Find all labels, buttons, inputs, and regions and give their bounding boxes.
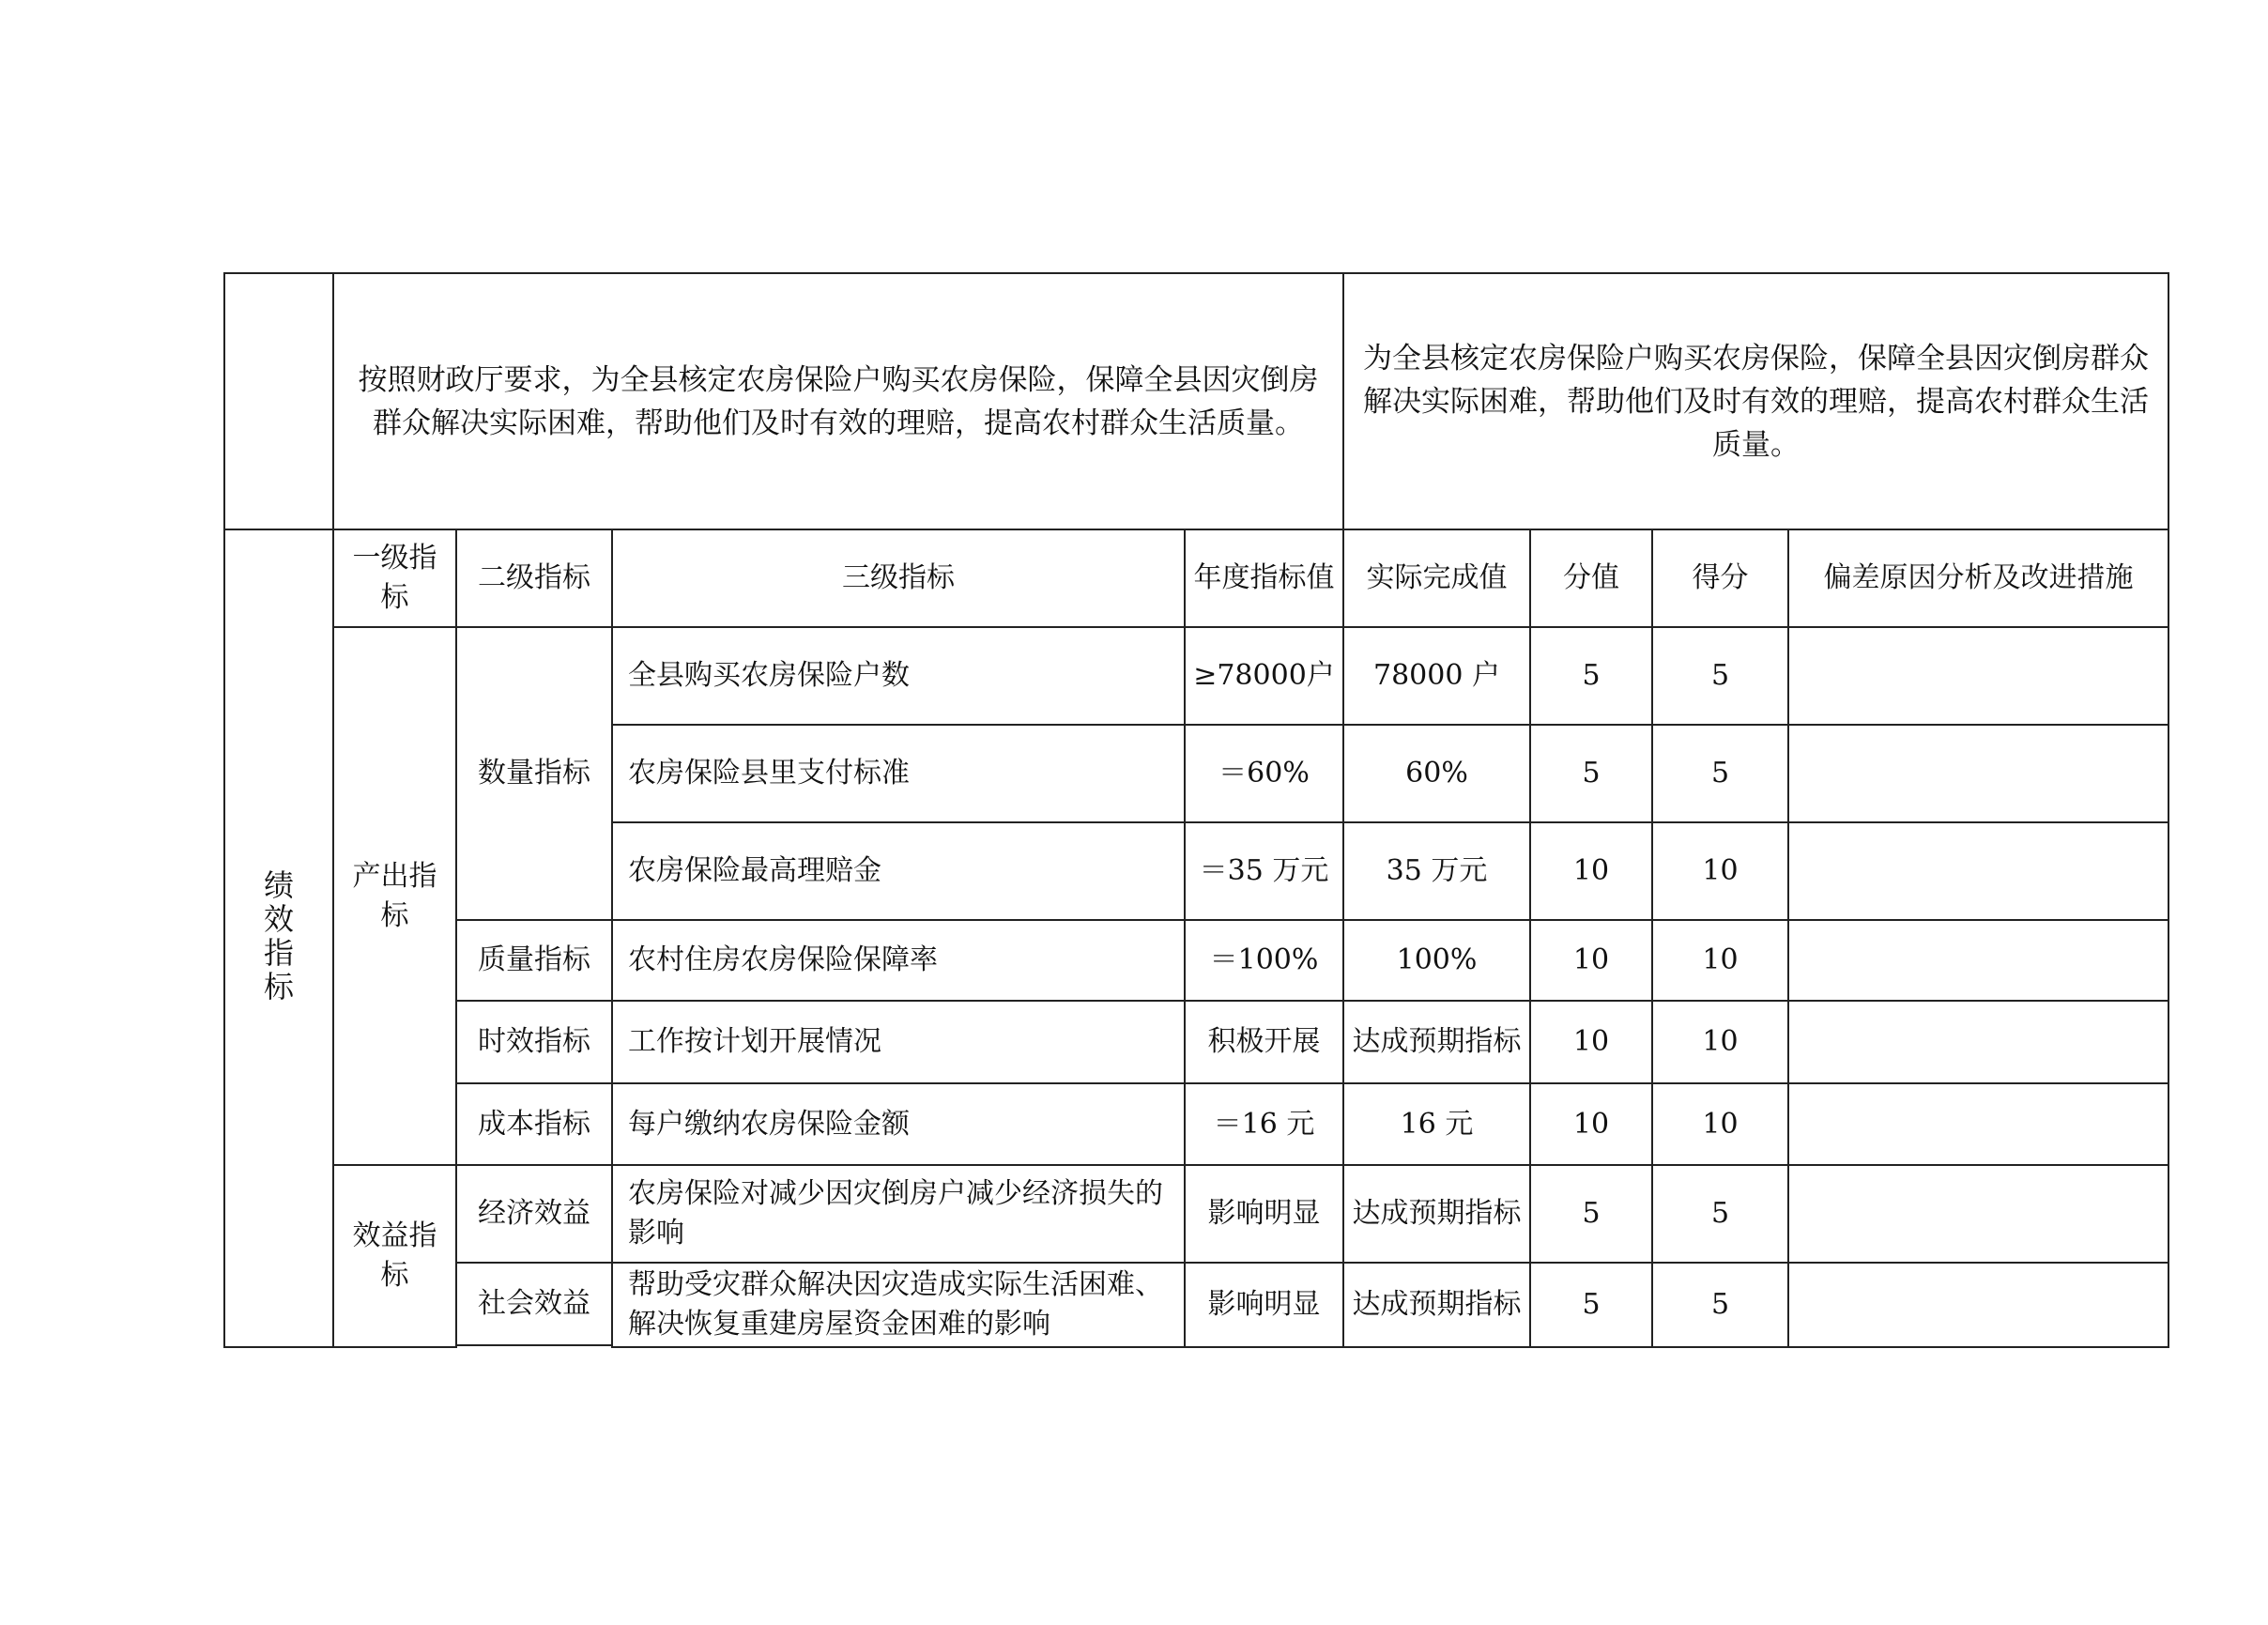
target-cell: 积极开展 xyxy=(1185,1001,1343,1083)
performance-table xyxy=(223,272,2169,1348)
deviation-cell xyxy=(1788,1001,2168,1083)
filler-cell xyxy=(456,1345,612,1347)
points-cell: 5 xyxy=(1530,725,1652,822)
goal-actual: 为全县核定农房保险户购买农房保险，保障全县因灾倒房群众解决实际困难，帮助他们及时有效的理赔，提高农村群众生活质量。 xyxy=(1343,273,2168,529)
group-output: 产出指标 xyxy=(333,627,456,1165)
points-cell: 10 xyxy=(1530,1001,1652,1083)
indicator-cell: 每户缴纳农房保险金额 xyxy=(612,1083,1185,1165)
group-benefit: 效益指标 xyxy=(333,1165,456,1347)
score-cell: 5 xyxy=(1652,1165,1788,1263)
indicator-cell: 农村住房农房保险保障率 xyxy=(612,920,1185,1001)
header-actual-value: 实际完成值 xyxy=(1343,529,1530,627)
table-row xyxy=(224,627,2168,725)
score-cell: 10 xyxy=(1652,920,1788,1001)
points-cell: 5 xyxy=(1530,1263,1652,1347)
target-cell: ＝60% xyxy=(1185,725,1343,822)
deviation-cell xyxy=(1788,822,2168,920)
table-row xyxy=(224,920,2168,1001)
deviation-cell xyxy=(1788,627,2168,725)
subgroup-economic: 经济效益 xyxy=(456,1165,612,1263)
points-cell: 10 xyxy=(1530,1083,1652,1165)
header-level1: 一级指标 xyxy=(333,529,456,627)
indicator-cell: 农房保险对减少因灾倒房户减少经济损失的影响 xyxy=(612,1165,1185,1263)
header-level3: 三级指标 xyxy=(612,529,1185,627)
goal-planned: 按照财政厅要求，为全县核定农房保险户购买农房保险，保障全县因灾倒房群众解决实际困难，帮助他们及时有效的理赔，提高农村群众生活质量。 xyxy=(333,273,1343,529)
subgroup-social: 社会效益 xyxy=(456,1263,612,1345)
deviation-cell xyxy=(1788,1083,2168,1165)
target-cell: ＝35 万元 xyxy=(1185,822,1343,920)
indicator-cell: 农房保险最高理赔金 xyxy=(612,822,1185,920)
score-cell: 10 xyxy=(1652,822,1788,920)
indicator-cell: 农房保险县里支付标准 xyxy=(612,725,1185,822)
target-cell: ＝100% xyxy=(1185,920,1343,1001)
deviation-cell xyxy=(1788,725,2168,822)
actual-cell: 35 万元 xyxy=(1343,822,1530,920)
actual-cell: 78000 户 xyxy=(1343,627,1530,725)
target-cell: 影响明显 xyxy=(1185,1165,1343,1263)
target-cell: 影响明显 xyxy=(1185,1263,1343,1347)
actual-cell: 达成预期指标 xyxy=(1343,1165,1530,1263)
header-score: 得分 xyxy=(1652,529,1788,627)
header-annual-target: 年度指标值 xyxy=(1185,529,1343,627)
header-row xyxy=(224,529,2168,627)
table-row xyxy=(224,1083,2168,1165)
subgroup-quantity: 数量指标 xyxy=(456,627,612,920)
subgroup-timeliness: 时效指标 xyxy=(456,1001,612,1083)
deviation-cell xyxy=(1788,920,2168,1001)
actual-cell: 达成预期指标 xyxy=(1343,1263,1530,1347)
points-cell: 10 xyxy=(1530,920,1652,1001)
target-cell: ≥78000户 xyxy=(1185,627,1343,725)
target-cell: ＝16 元 xyxy=(1185,1083,1343,1165)
actual-cell: 达成预期指标 xyxy=(1343,1001,1530,1083)
points-cell: 5 xyxy=(1530,1165,1652,1263)
score-cell: 5 xyxy=(1652,725,1788,822)
points-cell: 10 xyxy=(1530,822,1652,920)
goal-row xyxy=(224,273,2168,529)
table-row xyxy=(224,1263,2168,1345)
score-cell: 5 xyxy=(1652,627,1788,725)
indicator-cell: 帮助受灾群众解决因灾造成实际生活困难、解决恢复重建房屋资金困难的影响 xyxy=(612,1263,1185,1347)
indicator-cell: 全县购买农房保险户数 xyxy=(612,627,1185,725)
table-row xyxy=(224,1165,2168,1263)
indicator-cell: 工作按计划开展情况 xyxy=(612,1001,1185,1083)
subgroup-cost: 成本指标 xyxy=(456,1083,612,1165)
goal-label-cell xyxy=(224,273,333,529)
score-cell: 5 xyxy=(1652,1263,1788,1347)
section-label: 绩效指标 xyxy=(263,867,294,1004)
deviation-cell xyxy=(1788,1263,2168,1347)
points-cell: 5 xyxy=(1530,627,1652,725)
header-deviation: 偏差原因分析及改进措施 xyxy=(1788,529,2168,627)
table-row xyxy=(224,1001,2168,1083)
deviation-cell xyxy=(1788,1165,2168,1263)
section-label-cell xyxy=(224,529,333,1347)
actual-cell: 100% xyxy=(1343,920,1530,1001)
subgroup-quality: 质量指标 xyxy=(456,920,612,1001)
header-score-value: 分值 xyxy=(1530,529,1652,627)
actual-cell: 60% xyxy=(1343,725,1530,822)
actual-cell: 16 元 xyxy=(1343,1083,1530,1165)
header-level2: 二级指标 xyxy=(456,529,612,627)
score-cell: 10 xyxy=(1652,1001,1788,1083)
score-cell: 10 xyxy=(1652,1083,1788,1165)
